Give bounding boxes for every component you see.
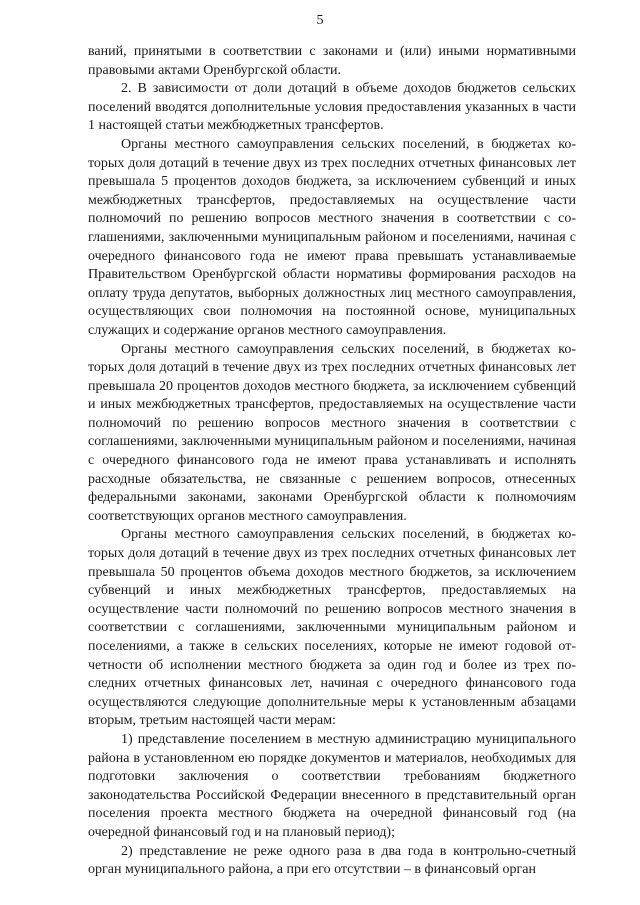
paragraph-item-2: 2) представление не реже одного раза в два года в контрольно-счетный орган муниципального района, а при его отсутствии – в финансовый орган (88, 843, 576, 878)
document-body (88, 43, 576, 880)
paragraph-item-1: 1) представление поселением в местную администрацию муниципального района в установленном ею порядке документов и материалов, необходимых для подготовки заключения о соответствии требованиям бюджетного законодательства Российской Федерации внесенного в представительный орган поселения проекта местного бюджета на очередной финансовый год (на очередной финансовый год и на плановый период); (88, 731, 576, 840)
paragraph-section-2: 2. В зависимости от доли дотаций в объеме доходов бюджетов сельских поселений вводятся дополнительные условия предоставления указанных в части 1 настоящей статьи межбюджетных трансфертов. (88, 81, 576, 134)
paragraph-threshold-50: Органы местного самоуправления сельских поселений, в бюджетах которых доля дотаций в течение двух из трех последних отчетных финансовых лет превышала 50 процентов объема доходов местного бюджетов, за исключением субвенций и иных межбюджетных трансфертов, предоставляемых на осуществление части полномочий по решению вопросов местного значения в соответствии с соглашениями, заключенными муниципальным районом и поселениями, а также в сельских поселениях, которые не имеют годовой отчетности об исполнении местного бюджета за один год и более из трех последних отчетных финансовых лет, начиная с очередного финансового года осуществляются следующие дополнительные меры к установленным абзацами вторым, третьим настоящей части мерам: (88, 527, 576, 729)
paragraph-threshold-20: Органы местного самоуправления сельских поселений, в бюджетах которых доля дотаций в течение двух из трех последних отчетных финансовых лет превышала 20 процентов доходов местного бюджета, за исключением субвенций и иных межбюджетных трансфертов, предоставляемых на осуществление части полномочий по решению вопросов местного значения в соответствии с соглашениями, заключенными муниципальным районом и поселениями, начиная с очередного финансового года не имеют права устанавливать и исполнять расходные обязательства, не связанные с решением вопросов, отнесенных федеральными законами, законами Оренбургской области к полномочиям соответствующих органов местного самоуправления. (88, 341, 576, 524)
page-number: 5 (316, 13, 324, 28)
paragraph-continuation: ваний, принятыми в соответствии с законами и (или) иными нормативными правовыми актами Оренбургской области. (88, 44, 576, 78)
paragraph-threshold-5: Органы местного самоуправления сельских поселений, в бюджетах которых доля дотаций в течение двух из трех последних отчетных финансовых лет превышала 5 процентов доходов бюджета, за исключением субвенций и иных межбюджетных трансфертов, предоставляемых на осуществление части полномочий по решению вопросов местного значения в соответствии с соглашениями, заключенными муниципальным районом и поселениями, начиная с очередного финансового года не имеют права превышать устанавливаемые Правительством Оренбургской области нормативы формирования расходов на оплату труда депутатов, выборных должностных лиц местного самоуправления, осуществляющих свои полномочия на постоянной основе, муниципальных служащих и содержание органов местного самоуправления. (88, 136, 576, 338)
